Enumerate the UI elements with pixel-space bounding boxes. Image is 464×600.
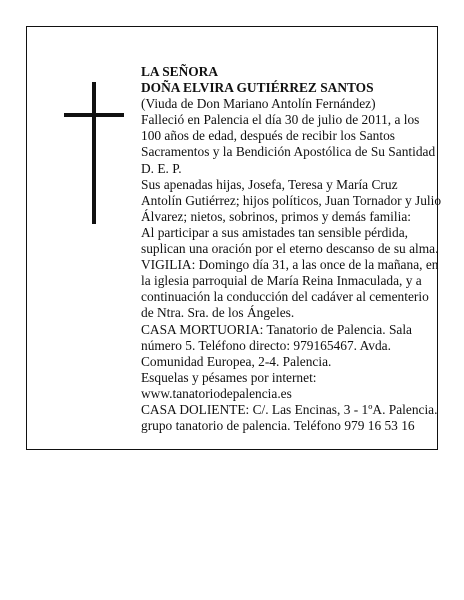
obituary-line: Sacramentos y la Bendición Apostólica de Su Santidad bbox=[141, 144, 436, 160]
obituary-line: de Ntra. Sra. de los Ángeles. bbox=[141, 305, 295, 321]
obituary-line: Antolín Gutiérrez; hijos políticos, Juan Tornador y Julio bbox=[141, 192, 442, 208]
cross-icon bbox=[92, 82, 96, 224]
obituary-line: 100 años de edad, después de recibir los Santos bbox=[141, 128, 395, 144]
obituary-line: continuación la conducción del cadáver al cementerio bbox=[141, 289, 429, 305]
obituary-line: LA SEÑORA bbox=[141, 64, 219, 79]
obituary-line: suplican una oración por el eterno descanso de su alma. bbox=[141, 241, 439, 257]
obituary-line: Esquelas y pésames por internet: bbox=[141, 369, 317, 385]
obituary-line: Comunidad Europea, 2-4. Palencia. bbox=[141, 353, 332, 369]
obituary-line: www.tanatoriodepalencia.es bbox=[141, 385, 292, 401]
obituary-line: DOÑA ELVIRA GUTIÉRREZ SANTOS bbox=[141, 80, 374, 96]
obituary-line: Sus apenadas hijas, Josefa, Teresa y María Cruz bbox=[141, 176, 398, 192]
obituary-line: Álvarez; nietos, sobrinos, primos y demás familia: bbox=[141, 208, 411, 224]
obituary-line: D. E. P. bbox=[141, 160, 182, 176]
obituary-notice bbox=[26, 26, 442, 450]
obituary-line: CASA MORTUORIA: Tanatorio de Palencia. Sala bbox=[141, 321, 412, 337]
obituary-line: Al participar a sus amistades tan sensible pérdida, bbox=[141, 224, 408, 240]
obituary-line: VIGILIA: Domingo día 31, a las once de la mañana, en bbox=[141, 257, 439, 273]
obituary-line: la iglesia parroquial de María Reina Inmaculada, y a bbox=[141, 273, 422, 289]
obituary-line: CASA DOLIENTE: C/. Las Encinas, 3 - 1ºA. Palencia. bbox=[141, 401, 438, 417]
obituary-line: número 5. Teléfono directo: 979165467. Avda. bbox=[141, 337, 391, 353]
cross-icon-bar bbox=[64, 113, 124, 117]
obituary-text bbox=[141, 64, 459, 434]
obituary-line: grupo tanatorio de palencia. Teléfono 979 16 53 16 bbox=[141, 418, 415, 434]
obituary-line: (Viuda de Don Mariano Antolín Fernández) bbox=[141, 96, 376, 112]
obituary-line: Falleció en Palencia el día 30 de julio de 2011, a los bbox=[141, 112, 420, 128]
